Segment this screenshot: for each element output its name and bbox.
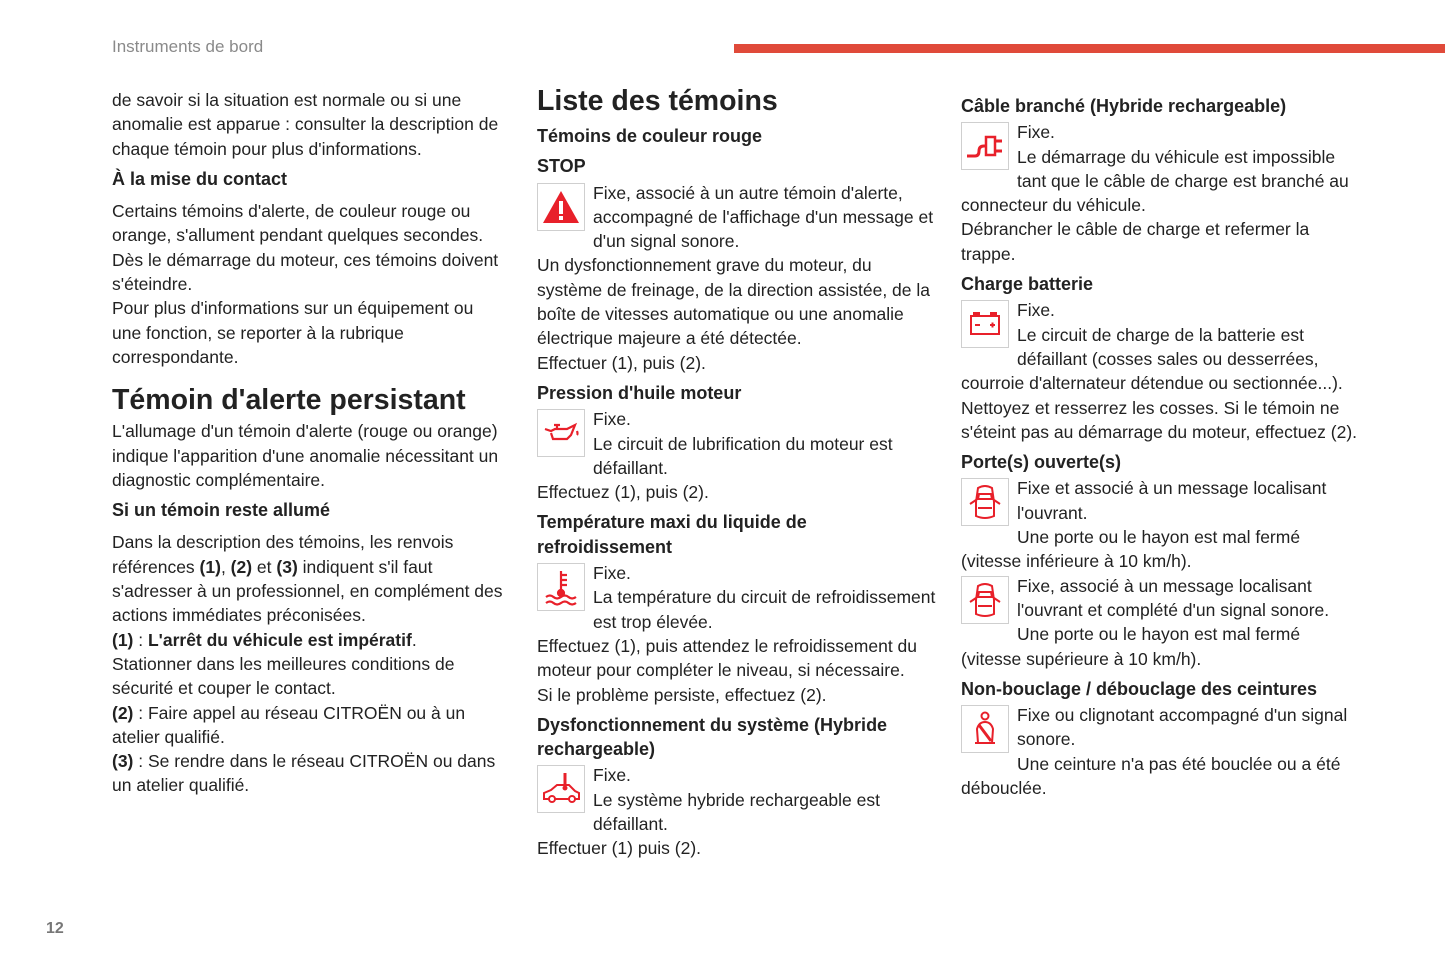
- paragraph: Nettoyez et resserrez les cosses. Si le témoin ne s'éteint pas au démarrage du moteur, effectuez (2).: [961, 397, 1358, 442]
- warning-light-entry: [537, 407, 937, 504]
- paragraph: Une porte ou le hayon est mal fermé (vitesse supérieure à 10 km/h).: [961, 624, 1301, 669]
- paragraph: de savoir si la situation est normale ou si une anomalie est apparue : consulter la description de chaque témoin pour plus d'informations.: [112, 90, 499, 159]
- section-heading: Témoin d'alerte persistant: [112, 384, 466, 417]
- oil-can-icon: [537, 409, 585, 457]
- paragraph: Le circuit de lubrification du moteur est défaillant.: [593, 433, 893, 478]
- running-header: Instruments de bord: [112, 37, 264, 56]
- header-accent-bar: [734, 44, 1445, 53]
- text-segment: et: [252, 556, 277, 577]
- subsection-heading: STOP: [537, 156, 586, 177]
- subsection-heading: Pression d'huile moteur: [537, 382, 742, 403]
- text-segment: :: [133, 629, 148, 650]
- paragraph: Une porte ou le hayon est mal fermé (vitesse inférieure à 10 km/h).: [961, 527, 1301, 572]
- seatbelt-icon: [961, 705, 1009, 753]
- paragraph: Le circuit de charge de la batterie est défaillant (cosses sales ou desserrées, courroie d'alternateur détendue ou sectionnée...).: [961, 324, 1343, 394]
- bold-text: (3): [112, 751, 134, 772]
- paragraph: Une ceinture n'a pas été bouclée ou a été débouclée.: [961, 753, 1341, 799]
- bold-text: (2): [230, 556, 253, 577]
- warning-light-entry: [961, 574, 1361, 671]
- paragraph: [112, 701, 504, 750]
- bold-text: (3): [276, 556, 298, 577]
- section-heading: Liste des témoins: [537, 85, 778, 117]
- paragraph: Stationner dans les meilleures conditions de sécurité et couper le contact.: [112, 653, 455, 699]
- column-right: [961, 88, 1361, 800]
- coolant-temperature-icon: [537, 563, 585, 611]
- charging-plug-icon: [961, 122, 1009, 170]
- paragraph: Si le problème persiste, effectuez (2).: [537, 684, 827, 705]
- paragraph: Dès le démarrage du moteur, ces témoins doivent s'éteindre.: [112, 249, 499, 295]
- text-segment: : Faire appel au réseau CITROËN ou à un atelier qualifié.: [112, 702, 466, 747]
- paragraph: [112, 628, 504, 652]
- subsection-heading: Si un témoin reste allumé: [112, 500, 331, 521]
- door-open-icon: [961, 478, 1009, 526]
- subsection-heading: Câble branché (Hybride rechargeable): [961, 96, 1287, 116]
- paragraph: Effectuez (1), puis attendez le refroidissement du moteur pour compléter le niveau, si nécessaire.: [537, 635, 918, 681]
- text-segment: ,: [220, 556, 231, 577]
- paragraph: Fixe.: [593, 765, 631, 786]
- column-middle: [537, 85, 937, 861]
- paragraph: Un dysfonctionnement grave du moteur, du système de freinage, de la direction assistée, de la boîte de vitesses automatique ou une anomalie électrique majeure a été détectée.: [537, 255, 930, 349]
- paragraph: Fixe, associé à un autre témoin d'alerte, accompagné de l'affichage d'un message et d'un signal sonore.: [593, 182, 934, 252]
- paragraph: Fixe.: [1017, 122, 1055, 143]
- paragraph: Débrancher le câble de charge et refermer la trappe.: [961, 219, 1310, 264]
- subsection-heading: Témoins de couleur rouge: [537, 126, 763, 146]
- bold-text: L'arrêt du véhicule est impératif: [147, 629, 412, 650]
- paragraph: Le démarrage du véhicule est impossible tant que le câble de charge est branché au connecteur du véhicule.: [961, 146, 1349, 216]
- subsection-heading: Charge batterie: [961, 274, 1094, 295]
- bold-text: (2): [112, 702, 134, 723]
- bold-text: (1): [199, 556, 221, 577]
- text-segment: indiquent s'il faut s'adresser à un professionnel, en complément des actions immédiates préconisées.: [112, 556, 503, 626]
- warning-light-entry: [961, 120, 1361, 266]
- paragraph: La température du circuit de refroidissement est trop élevée.: [593, 587, 936, 632]
- text-segment: .: [411, 629, 417, 650]
- hybrid-car-alert-icon: [537, 765, 585, 813]
- paragraph: [112, 749, 504, 798]
- paragraph: Fixe.: [593, 409, 631, 430]
- paragraph: Effectuez (1), puis (2).: [537, 482, 709, 503]
- bold-text: (1): [112, 629, 134, 650]
- text-segment: : Se rendre dans le réseau CITROËN ou dans un atelier qualifié.: [112, 751, 496, 796]
- warning-light-entry: [537, 181, 937, 375]
- paragraph: Pour plus d'informations sur un équipement ou une fonction, se reporter à la rubrique correspondante.: [112, 298, 474, 367]
- warning-light-entry: [961, 476, 1361, 573]
- battery-icon: [961, 300, 1009, 348]
- text-segment: Dans la description des témoins, les renvois références: [112, 532, 454, 577]
- paragraph: Certains témoins d'alerte, de couleur rouge ou orange, s'allument pendant quelques secondes.: [112, 201, 484, 246]
- warning-triangle-icon: [537, 183, 585, 231]
- paragraph: Fixe.: [593, 563, 631, 584]
- page-number: 12: [46, 920, 64, 937]
- warning-light-entry: [537, 763, 937, 860]
- subsection-heading: Température maxi du liquide de refroidissement: [537, 512, 807, 557]
- column-left: [112, 88, 504, 798]
- paragraph: L'allumage d'un témoin d'alerte (rouge ou orange) indique l'apparition d'une anomalie nécessitant un diagnostic complémentaire.: [112, 421, 499, 490]
- paragraph: Fixe, associé à un message localisant l'ouvrant et complété d'un signal sonore.: [1017, 575, 1330, 620]
- door-open-icon: [961, 576, 1009, 624]
- warning-light-entry: [961, 703, 1361, 800]
- warning-light-entry: [537, 561, 937, 707]
- subsection-heading: Non-bouclage / débouclage des ceintures: [961, 678, 1318, 699]
- warning-light-entry: [961, 298, 1361, 444]
- subsection-heading: À la mise du contact: [112, 168, 288, 189]
- paragraph: Effectuer (1) puis (2).: [537, 838, 702, 859]
- paragraph: Le système hybride rechargeable est défaillant.: [593, 789, 880, 835]
- paragraph: [112, 530, 504, 627]
- paragraph: Fixe ou clignotant accompagné d'un signal sonore.: [1017, 705, 1348, 750]
- subsection-heading: Porte(s) ouverte(s): [961, 452, 1122, 473]
- paragraph: Effectuer (1), puis (2).: [537, 352, 706, 373]
- subsection-heading: Dysfonctionnement du système (Hybride rechargeable): [537, 714, 888, 760]
- paragraph: Fixe.: [1017, 300, 1055, 321]
- paragraph: Fixe et associé à un message localisant l'ouvrant.: [1017, 478, 1327, 523]
